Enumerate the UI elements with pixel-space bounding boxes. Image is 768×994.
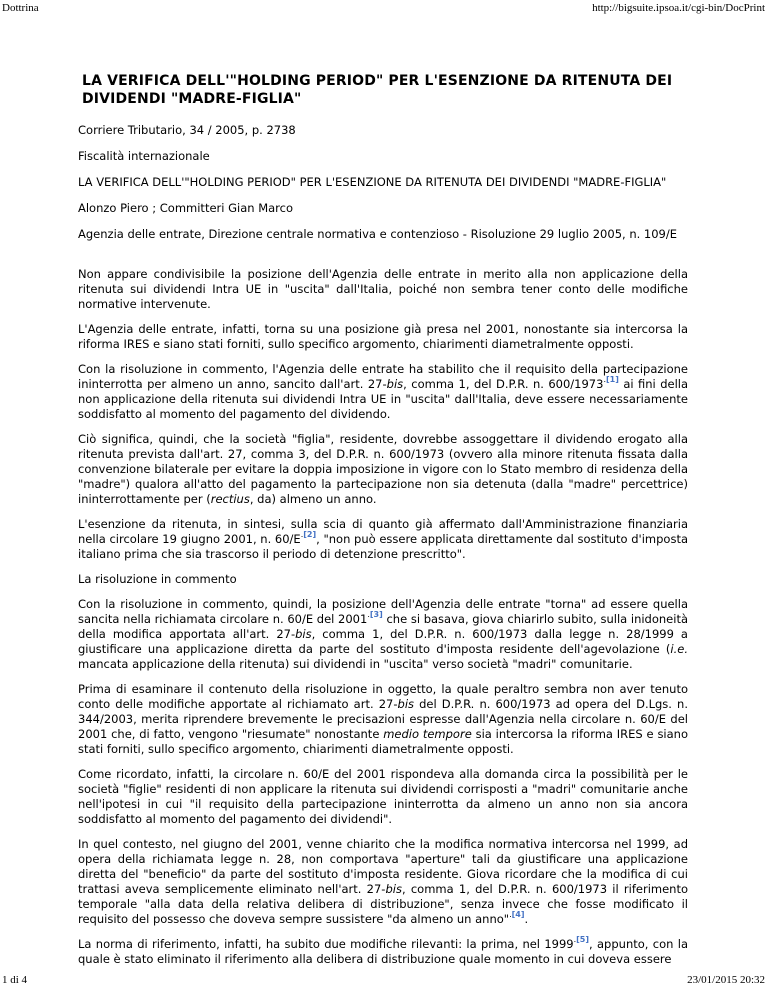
paragraph-6 [78, 597, 688, 672]
article-subtitle: LA VERIFICA DELL'"HOLDING PERIOD" PER L'ESENZIONE DA RITENUTA DEI DIVIDENDI "MADRE-FIGLIA" [78, 175, 667, 189]
paragraph-2: L'Agenzia delle entrate, infatti, torna su una posizione già presa nel 2001, nonostante sia intercorsa la riforma IRES e siano stati forniti, sullo specifico argomento, chiarimenti diametralmente opposti. [78, 322, 688, 351]
article [78, 72, 688, 977]
text-run: che si basava, giova chiarirlo subito, sulla inidoneità della modifica apportata all'art. 27- [78, 612, 689, 641]
italic-run: bis [385, 882, 402, 896]
footnote-link-1[interactable]: .[1] [603, 375, 619, 385]
text-run: Con la risoluzione in commento, l'Agenzia delle entrate ha stabilito che il requisito della partecipazione ininterrotta per almeno un anno, sancito dall'art. 27- [78, 362, 688, 391]
text-run: , comma 1, del D.P.R. n. 600/1973 [403, 377, 604, 391]
paragraph-3 [78, 362, 688, 422]
italic-run: bis [397, 697, 415, 711]
italic-run: rectius [210, 492, 250, 506]
paragraph-10 [78, 937, 688, 967]
text-run: L'esenzione da ritenuta, in sintesi, sulla scia di quanto già affermato dall'Amministrazione finanziaria nella circolare 19 giugno 2001, n. 60/E [78, 517, 688, 546]
text-run: mancata applicazione della ritenuta) sui dividendi in "uscita" verso società "madri" comunitarie. [78, 657, 633, 671]
print-timestamp: 23/01/2015 20:32 [687, 974, 765, 986]
text-run: Ciò significa, quindi, che la società "figlia", residente, dovrebbe assoggettare il dividendo erogato alla ritenuta prevista dall'art. 27, comma 3, del D.P.R. n. 600/1973 (ovvero alla minore ritenuta fissata dalla convenzione bilaterale per evitare la doppia imposizione in vigore con lo Stato membro di residenza della "madre") qualora all'atto del pagamento la partecipazione non sia detenuta (dalla "madre" percettrice) ininterrottamente per ( [78, 432, 688, 506]
text-run: In quel contesto, nel giugno del 2001, venne chiarito che la modifica normativa intercorsa nel 1999, ad opera della richiamata legge n. 28, non comportava "aperture" tali da giustificare una applicazione diretta del "beneficio" da parte del sostituto d'imposta residente. Giova ricordare che la modifica di cui trattasi aveva semplicemente eliminato nell'art. 27- [78, 837, 688, 896]
article-title: LA VERIFICA DELL'"HOLDING PERIOD" PER L'ESENZIONE DA RITENUTA DEI DIVIDENDI "MADRE-FIGLIA" [82, 73, 673, 107]
paragraph-1: Non appare condivisibile la posizione dell'Agenzia delle entrate in merito alla non applicazione della ritenuta sui dividendi Intra UE in "uscita" dall'Italia, poiché non sembra tener conto delle modifiche normative intervenute. [78, 267, 688, 311]
paragraph-7 [78, 682, 688, 757]
footnote-link-5[interactable]: .[5] [573, 935, 590, 945]
paragraph-5 [78, 517, 688, 562]
text-run: , comma 1, del D.P.R. n. 600/1973 dalla legge n. 28/1999 a giustificare una applicazione diretta da parte del sostituto d'imposta residente dell'agevolazione ( [78, 627, 688, 656]
article-source: Corriere Tributario, 34 / 2005, p. 2738 [78, 123, 296, 137]
article-reference: Agenzia delle entrate, Direzione centrale normativa e contenzioso - Risoluzione 29 luglio 2005, n. 109/E [78, 227, 678, 241]
text-run: del D.P.R. n. 600/1973 ad opera del D.Lgs. n. 344/2003, merita riprendere brevemente le precisazioni espresse dall'Agenzia nella circolare n. 60/E del 2001 che, di fatto, vengono "riesumate" nonostante [78, 697, 689, 741]
text-run: , comma 1, del D.P.R. n. 600/1973 il riferimento temporale "alla data della relativa delibera di distribuzione", senza invece che fosse modificato il requisito del possesso che doveva sempre sussistere "da almeno un anno" [78, 882, 688, 926]
footnote-link-2[interactable]: .[2] [300, 530, 317, 540]
italic-run: medio tempore [383, 727, 472, 741]
paragraph-9 [78, 837, 688, 927]
italic-run: bis [295, 627, 312, 641]
text-run: ai fini della non applicazione della ritenuta sui dividendi Intra UE in "uscita" dall'Italia, deve essere necessariamente soddisfatto al momento del pagamento del dividendo. [78, 377, 689, 421]
text-run: Con la risoluzione in commento, quindi, la posizione dell'Agenzia delle entrate "torna" ad essere quella sancita nella richiamata circolare n. 60/E del 2001 [78, 597, 688, 626]
text-run: , appunto, con la quale è stato eliminato il riferimento alla delibera di distribuzione quale momento in cui doveva essere [78, 937, 688, 966]
text-run: , "non può essere applicata direttamente dal sostituto d'imposta italiano prima che sia trascorso il periodo di detenzione prescritto". [78, 532, 689, 561]
article-section: Fiscalità internazionale [78, 149, 210, 163]
text-run: La norma di riferimento, infatti, ha subito due modifiche rilevanti: la prima, nel 1999 [78, 937, 574, 951]
paragraph-4 [78, 432, 688, 507]
page-counter: 1 di 4 [2, 974, 28, 986]
section-heading: La risoluzione in commento [78, 572, 237, 586]
text-run: Prima di esaminare il contenuto della risoluzione in oggetto, la quale peraltro sembra non aver tenuto conto delle modifiche apportate al richiamato art. 27- [78, 682, 688, 711]
text-run: , da) almeno un anno. [249, 492, 377, 506]
article-authors: Alonzo Piero ; Committeri Gian Marco [78, 201, 294, 215]
header-url: http://bigsuite.ipsoa.it/cgi-bin/DocPrint [592, 2, 765, 14]
footnote-link-4[interactable]: .[4] [509, 910, 525, 920]
footnote-link-3[interactable]: .[3] [367, 610, 383, 620]
header-title: Dottrina [2, 2, 39, 14]
text-run: sia intercorsa la riforma IRES e siano stati forniti, sullo specifico argomento, chiarimenti diametralmente opposti. [78, 727, 689, 756]
italic-run: bis [386, 377, 404, 391]
paragraph-8: Come ricordato, infatti, la circolare n. 60/E del 2001 rispondeva alla domanda circa la possibilità per le società "figlie" residenti di non applicare la ritenuta sui dividendi corrisposti a "madri" comunitarie anche nell'ipotesi in cui "il requisito della partecipazione ininterrotta da almeno un anno non sia ancora soddisfatto al momento del pagamento dei dividendi". [78, 767, 688, 826]
text-run: . [524, 912, 529, 926]
italic-run: i.e. [670, 642, 688, 656]
